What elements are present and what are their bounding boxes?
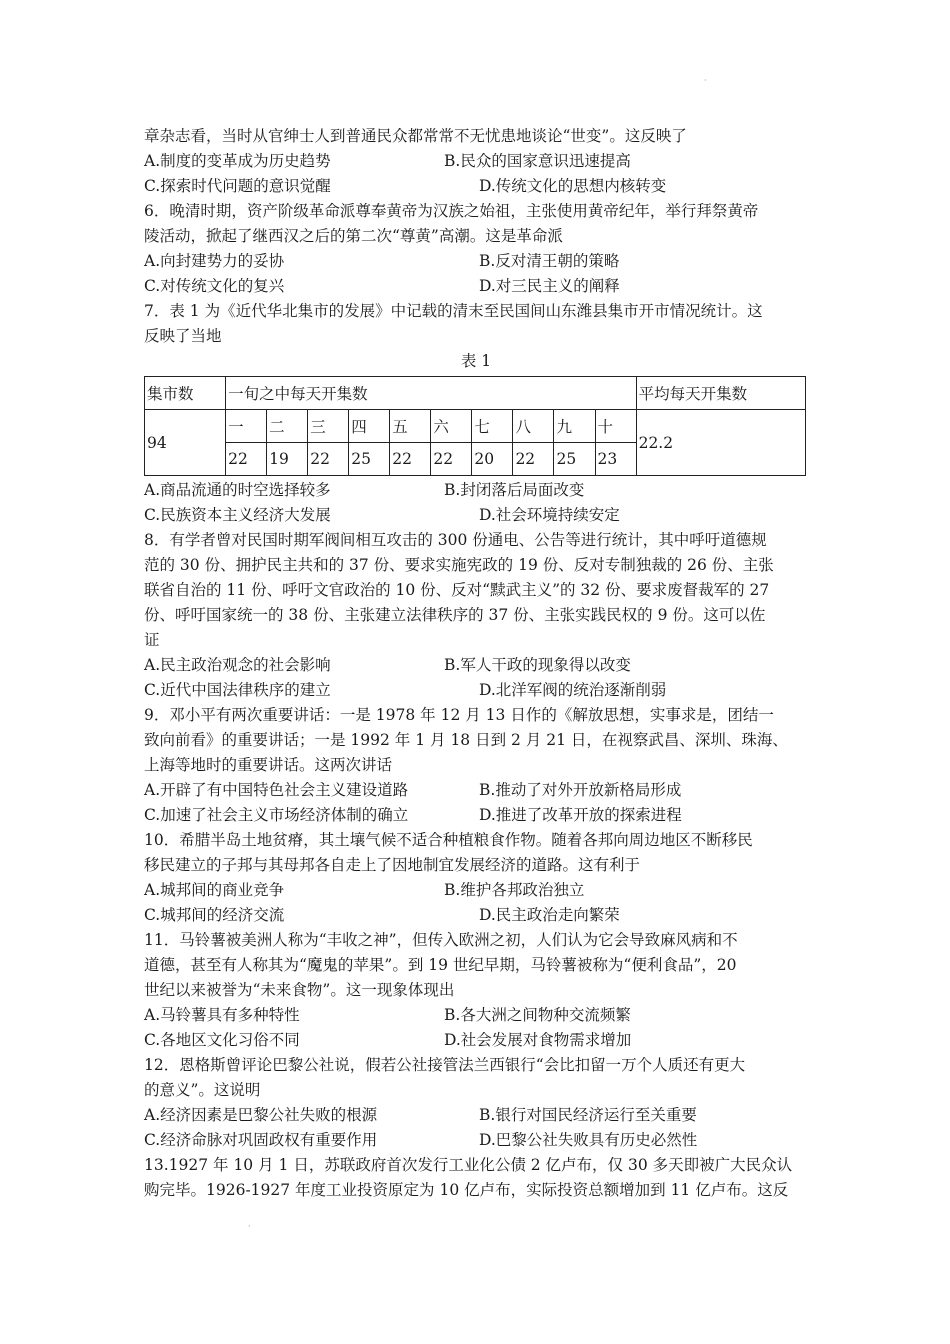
table1-day-count: 20 xyxy=(472,443,513,476)
table1-header-days: 一旬之中每天开集数 xyxy=(226,377,636,410)
table1-day-count: 22 xyxy=(390,443,431,476)
q9-options-row-2 xyxy=(144,803,808,828)
table1-day-count: 19 xyxy=(267,443,308,476)
q5-option-c: C.探索时代问题的意识觉醒 xyxy=(144,177,331,195)
q5-option-b: B.民众的国家意识迅速提高 xyxy=(444,152,631,170)
q12-option-d: D.巴黎公社失败具有历史必然性 xyxy=(479,1131,698,1149)
table1-day-count: 25 xyxy=(349,443,390,476)
q12-stem-line-2: 的意义”。这说明 xyxy=(144,1081,261,1099)
q11-stem-line-3: 世纪以来被誉为“未来食物”。这一现象体现出 xyxy=(144,981,455,999)
q12-options-row-1 xyxy=(144,1103,808,1128)
table1-header-market: 集市数 xyxy=(145,377,226,410)
q12-option-a: A.经济因素是巴黎公社失败的根源 xyxy=(144,1106,378,1124)
table1-day-count: 22 xyxy=(308,443,349,476)
q9-option-a: A.开辟了有中国特色社会主义建设道路 xyxy=(144,781,409,799)
q7-option-c: C.民族资本主义经济大发展 xyxy=(144,506,331,524)
table1-day-count: 22 xyxy=(226,443,267,476)
table1-day-label: 八 xyxy=(513,410,554,443)
q8-stem-line-2: 范的 30 份、拥护民主共和的 37 份、要求实施宪政的 19 份、反对专制独裁的 26 份、主张 xyxy=(144,556,774,574)
q8-stem-line-3: 联省自治的 11 份、呼吁文官政治的 10 份、反对“黩武主义”的 32 份、要求废督裁军的 27 xyxy=(144,581,770,599)
q8-option-c: C.近代中国法律秩序的建立 xyxy=(144,681,331,699)
q9-option-c: C.加速了社会主义市场经济体制的确立 xyxy=(144,806,409,824)
q10-option-d: D.民主政治走向繁荣 xyxy=(479,906,620,924)
q9-stem-line-3: 上海等地时的重要讲话。这两次讲话 xyxy=(144,756,393,774)
table1 xyxy=(144,376,806,476)
q10-option-a: A.城邦间的商业竞争 xyxy=(144,881,285,899)
q6-options-row-1 xyxy=(144,249,808,274)
q7-stem-line-2: 反映了当地 xyxy=(144,327,222,345)
table1-caption: 表 1 xyxy=(460,352,492,370)
q8-option-a: A.民主政治观念的社会影响 xyxy=(144,656,331,674)
q11-option-c: C.各地区文化习俗不同 xyxy=(144,1031,300,1049)
bottom-mark: · xyxy=(248,1222,251,1231)
q6-option-d: D.对三民主义的阐释 xyxy=(479,277,620,295)
table1-day-label: 三 xyxy=(308,410,349,443)
q8-stem-line-5: 证 xyxy=(144,631,160,649)
q10-option-b: B.维护各邦政治独立 xyxy=(444,881,585,899)
q8-stem-line-1: 8．有学者曾对民国时期军阀间相互攻击的 300 份通电、公告等进行统计，其中呼吁道德规 xyxy=(144,531,767,549)
q9-stem-line-2: 致向前看》的重要讲话；一是 1992 年 1 月 18 日到 2 月 21 日，在视察武昌、深圳、珠海、 xyxy=(144,731,788,749)
q9-option-b: B.推动了对外开放新格局形成 xyxy=(479,781,682,799)
q6-option-b: B.反对清王朝的策略 xyxy=(479,252,620,270)
q11-options-row-1 xyxy=(144,1003,808,1028)
table1-day-count: 22 xyxy=(513,443,554,476)
top-mark: · xyxy=(704,76,707,85)
q7-options-row-1 xyxy=(144,478,808,503)
table1-day-label: 六 xyxy=(431,410,472,443)
table1-day-label: 一 xyxy=(226,410,267,443)
q10-option-c: C.城邦间的经济交流 xyxy=(144,906,285,924)
q6-option-c: C.对传统文化的复兴 xyxy=(144,277,285,295)
table1-header-avg: 平均每天开集数 xyxy=(636,377,805,410)
q11-option-b: B.各大洲之间物种交流频繁 xyxy=(444,1006,631,1024)
q8-options-row-2 xyxy=(144,678,808,703)
q8-stem-line-4: 份、呼吁国家统一的 38 份、主张建立法律秩序的 37 份、主张实践民权的 9 份。这可以佐 xyxy=(144,606,766,624)
q8-option-b: B.军人干政的现象得以改变 xyxy=(444,656,631,674)
q12-option-b: B.银行对国民经济运行至关重要 xyxy=(479,1106,697,1124)
q11-stem-line-1: 11．马铃薯被美洲人称为“丰收之神”，但传入欧洲之初，人们认为它会导致麻风病和不 xyxy=(144,931,738,949)
q11-option-d: D.社会发展对食物需求增加 xyxy=(444,1031,632,1049)
q5-options-row-1 xyxy=(144,149,808,174)
q13-stem-line-1: 13.1927 年 10 月 1 日，苏联政府首次发行工业化公债 2 亿卢布，仅 30 多天即被广大民众认 xyxy=(144,1156,793,1174)
q12-options-row-2 xyxy=(144,1128,808,1153)
q11-options-row-2 xyxy=(144,1028,808,1053)
q11-stem-line-2: 道德，甚至有人称其为“魔鬼的苹果”。到 19 世纪早期，马铃薯被称为“便利食品”，20 xyxy=(144,956,737,974)
q7-options-row-2 xyxy=(144,503,808,528)
table1-day-label: 十 xyxy=(595,410,636,443)
q8-options-row-1 xyxy=(144,653,808,678)
table1-day-label: 四 xyxy=(349,410,390,443)
q10-stem-line-2: 移民建立的子邦与其母邦各自走上了因地制宜发展经济的道路。这有利于 xyxy=(144,856,641,874)
q5-options-row-2 xyxy=(144,174,808,199)
q11-option-a: A.马铃薯具有多种特性 xyxy=(144,1006,300,1024)
q8-option-d: D.北洋军阀的统治逐渐削弱 xyxy=(479,681,667,699)
q13-stem-line-2: 购完毕。1926-1927 年度工业投资原定为 10 亿卢布，实际投资总额增加到 11 亿卢布。这反 xyxy=(144,1181,789,1199)
q5-tail-line: 章杂志看，当时从官绅士人到普通民众都常常不无忧患地谈论“世变”。这反映了 xyxy=(144,127,687,145)
q12-stem-line-1: 12．恩格斯曾评论巴黎公社说，假若公社接管法兰西银行“会比扣留一万个人质还有更大 xyxy=(144,1056,746,1074)
table1-day-count: 25 xyxy=(554,443,595,476)
table1-day-label: 七 xyxy=(472,410,513,443)
exam-page xyxy=(144,124,808,1203)
table1-header-row xyxy=(145,377,806,410)
q5-option-a: A.制度的变革成为历史趋势 xyxy=(144,152,331,170)
q6-stem-line-2: 陵活动，掀起了继西汉之后的第二次“尊黄”高潮。这是革命派 xyxy=(144,227,563,245)
q9-options-row-1 xyxy=(144,778,808,803)
q9-stem-line-1: 9．邓小平有两次重要讲话：一是 1978 年 12 月 13 日作的《解放思想，实事求是，团结一 xyxy=(144,706,774,724)
q12-option-c: C.经济命脉对巩固政权有重要作用 xyxy=(144,1131,378,1149)
q6-options-row-2 xyxy=(144,274,808,299)
q7-option-a: A.商品流通的时空选择较多 xyxy=(144,481,331,499)
table1-day-label: 二 xyxy=(267,410,308,443)
table1-avg-value: 22.2 xyxy=(636,410,805,476)
q10-stem-line-1: 10．希腊半岛土地贫瘠，其土壤气候不适合种植粮食作物。随着各邦向周边地区不断移民 xyxy=(144,831,753,849)
q7-option-d: D.社会环境持续安定 xyxy=(479,506,620,524)
q10-options-row-1 xyxy=(144,878,808,903)
q7-stem-line-1: 7．表 1 为《近代华北集市的发展》中记载的清末至民国间山东潍县集市开市情况统计。这 xyxy=(144,302,763,320)
q10-options-row-2 xyxy=(144,903,808,928)
table1-day-label: 五 xyxy=(390,410,431,443)
table1-day-label: 九 xyxy=(554,410,595,443)
q6-stem-line-1: 6．晚清时期，资产阶级革命派尊奉黄帝为汉族之始祖，主张使用黄帝纪年，举行拜祭黄帝 xyxy=(144,202,759,220)
q7-option-b: B.封闭落后局面改变 xyxy=(444,481,585,499)
q5-option-d: D.传统文化的思想内核转变 xyxy=(479,177,667,195)
q9-option-d: D.推进了改革开放的探索进程 xyxy=(479,806,682,824)
q6-option-a: A.向封建势力的妥协 xyxy=(144,252,285,270)
table1-day-label-row xyxy=(145,410,806,443)
table1-day-count: 22 xyxy=(431,443,472,476)
table1-day-count: 23 xyxy=(595,443,636,476)
table1-market-count: 94 xyxy=(145,410,226,476)
